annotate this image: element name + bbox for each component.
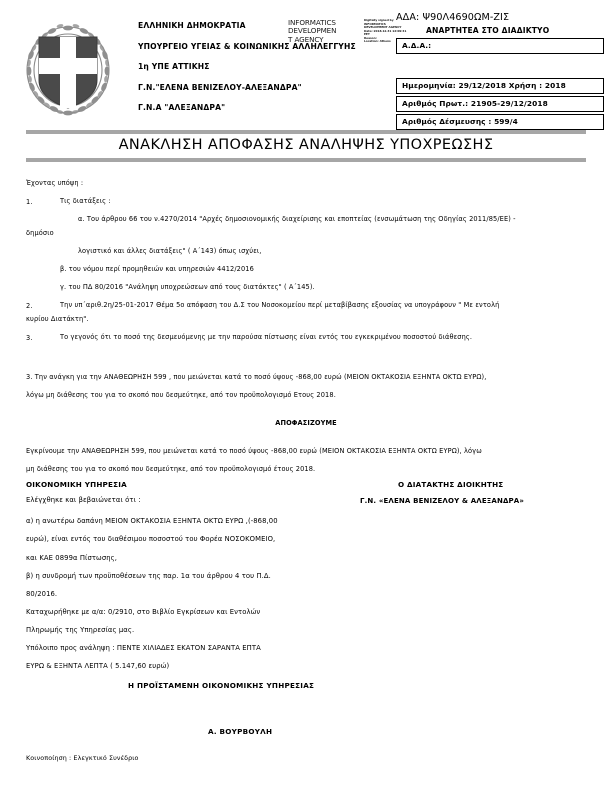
necessity-line-2: λόγω μη διάθεσης του για το σκοπό που δεσμεύτηκε, από τον προϋπολογισμό Ετους 2018. — [26, 391, 336, 399]
field-box-protocol: Αριθμός Πρωτ.: 21905-29/12/2018 — [396, 96, 604, 112]
page-title: ΑΝΑΚΛΗΣΗ ΑΠΟΦΑΣΗΣ ΑΝΑΛΗΨΗΣ ΥΠΟΧΡΕΩΣΗΣ — [118, 137, 494, 153]
right-column-heading: Ο ΔΙΑΤΑΚΤΗΣ ΔΙΟΙΚΗΤΗΣ — [398, 480, 504, 489]
item-1-number: 1. — [26, 198, 33, 206]
left-column-heading: ΟΙΚΟΝΟΜΙΚΗ ΥΠΗΡΕΣΙΑ — [26, 480, 127, 489]
anartitea-label: ΑΝΑΡΤΗΤΕΑ ΣΤΟ ΔΙΑΔΙΚΤΥΟ — [426, 26, 550, 35]
item-3-text: Το γεγονός ότι το ποσό της δεσμευόμενης με την παρούσα πίστωσης είναι εντός του εγκεκριμένου ποσοστού διάθεσης. — [60, 333, 473, 341]
ida-detail-4: EET — [364, 32, 370, 37]
ida-detail-1: INFORMATICS — [364, 21, 386, 26]
signer-name: Α. ΒΟΥΡΒΟΥΛΗ — [208, 727, 273, 736]
item-1a-line1: α. Του άρθρου 66 του ν.4270/2014 "Αρχές δημοσιονομικής διαχείρισης και εποπτείας (ενσωμάτωση της Οδηγίας 2011/85/ΕΕ) - — [78, 215, 516, 223]
item-1b: β. του νόμου περί προμηθειών και υπηρεσιών 4412/2016 — [60, 265, 254, 273]
item-1c: γ. του ΠΔ 80/2016 "Ανάληψη υποχρεώσεων από τους διατάκτες" ( Α΄145). — [60, 283, 315, 291]
field-box-commitment: Αριθμός Δέσμευσης : 599/4 — [396, 114, 604, 130]
org-line-hospital-2: Γ.Ν.Α "ΑΛΕΞΑΝΔΡΑ" — [138, 103, 226, 113]
notification-line: Κοινοποίηση : Ελεγκτικό Συνέδριο — [26, 754, 139, 762]
left-line-6: Καταχωρήθηκε με α/α: 0/2910, στο Βιβλίο Εγκρίσεων και Εντολών — [26, 608, 261, 616]
organization-block — [138, 22, 388, 125]
ida-agency-line-1: INFORMATICS — [288, 18, 336, 27]
item-1a-line3: λογιστικό και άλλες διατάξεις" ( Α΄143) όπως ισχύει, — [78, 247, 262, 255]
left-line-8: Υπόλοιπο προς ανάληψη : ΠΕΝΤΕ ΧΙΛΙΑΔΕΣ ΕΚΑΤΟΝ ΣΑΡΑΝΤΑ ΕΠΤΑ — [26, 644, 261, 652]
decision-line-2: μη διάθεσης του για το σκοπό που δεσμεύτηκε, από τον προϋπολογισμό έτους 2018. — [26, 465, 316, 473]
ida-detail-3: Date: 2018.12.31 12:09:41 — [364, 28, 407, 33]
preamble-intro: Έχοντας υπόψη : — [26, 179, 84, 187]
right-column-subheading: Γ.Ν. «ΕΛΕΝΑ ΒΕΝΙΖΕΛΟΥ & ΑΛΕΞΑΝΔΡΑ» — [360, 497, 525, 505]
signer-role: Η ΠΡΟΪΣΤΑΜΕΝΗ ΟΙΚΟΝΟΜΙΚΗΣ ΥΠΗΡΕΣΙΑΣ — [128, 681, 315, 690]
left-line-1: α) η ανωτέρω δαπάνη ΜΕΙΟΝ ΟΚΤΑΚΟΣΙΑ ΕΞΗΝΤΑ ΟΚΤΩ ΕΥΡΩ ,(-868,00 — [26, 517, 278, 525]
org-line-country: ΕΛΛΗΝΙΚΗ ΔΗΜΟΚΡΑΤΙΑ — [138, 21, 246, 30]
ida-detail-2: DEVELOPMENT AGENCY — [364, 25, 402, 30]
item-2-text: Την υπ΄αριθ.2η/25-01-2017 Θέμα 5ο απόφαση του Δ.Σ του Νοσοκομείου περί μεταβίβασης εξουσίας να υπογράφουν " Με εντολή — [60, 301, 500, 309]
org-line-ype: 1η ΥΠΕ ΑΤΤΙΚΗΣ — [138, 62, 210, 72]
org-line-hospital-1: Γ.Ν."ΕΛΕΝΑ ΒΕΝΙΖΕΛΟΥ-ΑΛΕΞΑΝΔΡΑ" — [138, 82, 302, 92]
decision-line-1: Εγκρίνουμε την ΑΝΑΘΕΩΡΗΣΗ 599, που μειώνεται κατά το ποσό ύψους -868,00 ευρώ (ΜΕΙΟΝ ΟΚΤΑΚΟΣΙΑ ΕΞΗΝΤΑ ΟΚΤΩ ΕΥΡΩ), λόγω — [26, 447, 482, 455]
left-line-3: και ΚΑΕ 0899α Πίστωσης, — [26, 554, 118, 562]
item-1-text: Τις διατάξεις : — [60, 197, 111, 205]
ida-agency-line-3: T AGENCY — [288, 34, 324, 44]
field-box-ada: Α.Δ.Α.: — [396, 38, 604, 54]
org-line-ministry: ΥΠΟΥΡΓΕΙΟ ΥΓΕΙΑΣ & ΚΟΙΝΩΝΙΚΗΣ ΑΛΛΗΛΕΓΓΥΗΣ — [138, 41, 356, 51]
ada-code: ΑΔΑ: Ψ90Λ4690ΩΜ-ΖΙΣ — [396, 12, 510, 23]
decision-heading: ΑΠΟΦΑΣΙΖΟΥΜΕ — [275, 419, 337, 427]
ida-detail-0: Digitally signed by — [364, 18, 394, 22]
left-line-2: ευρώ), είναι εντός του διαθέσιμου ποσοστού του Φορέα ΝΟΣΟΚΟΜΕΙΟ, — [26, 535, 276, 543]
ida-detail-6: Location: Athens — [364, 39, 391, 44]
left-line-9: ΕΥΡΩ & ΕΞΗΝΤΑ ΛΕΠΤΑ ( 5.147,60 ευρώ) — [26, 662, 170, 670]
ida-detail-5: Reason: — [364, 35, 377, 40]
document-header — [0, 0, 612, 128]
left-line-0: Ελέγχθηκε και βεβαιώνεται ότι : — [26, 496, 141, 504]
item-2-cont: κυρίου Διατάκτη". — [26, 315, 89, 323]
left-line-7: Πληρωμής της Υπηρεσίας μας. — [26, 626, 135, 634]
item-1a-line2: δημόσιο — [26, 229, 54, 237]
necessity-line-1: 3. Την ανάγκη για την ΑΝΑΘΕΩΡΗΣΗ 599 , που μειώνεται κατά το ποσό ύψους -868,00 ευρώ (ΜΕΙΟΝ ΟΚΤΑΚΟΣΙΑ ΕΞΗΝΤΑ ΟΚΤΩ ΕΥΡΩ), — [26, 373, 487, 381]
field-box-date: Ημερομηνία: 29/12/2018 Χρήση : 2018 — [396, 78, 604, 94]
ida-agency-line-2: DEVELOPMEN — [288, 26, 337, 36]
item-2-number: 2. — [26, 302, 33, 310]
left-line-5: 80/2016. — [26, 590, 58, 598]
left-line-4: β) η συνδρομή των προϋποθέσεων της παρ. 1α του άρθρου 4 του Π.Δ. — [26, 572, 271, 580]
greek-coat-of-arms-emblem — [22, 18, 114, 122]
title-rule-bottom — [26, 158, 586, 162]
item-3-number: 3. — [26, 334, 33, 342]
